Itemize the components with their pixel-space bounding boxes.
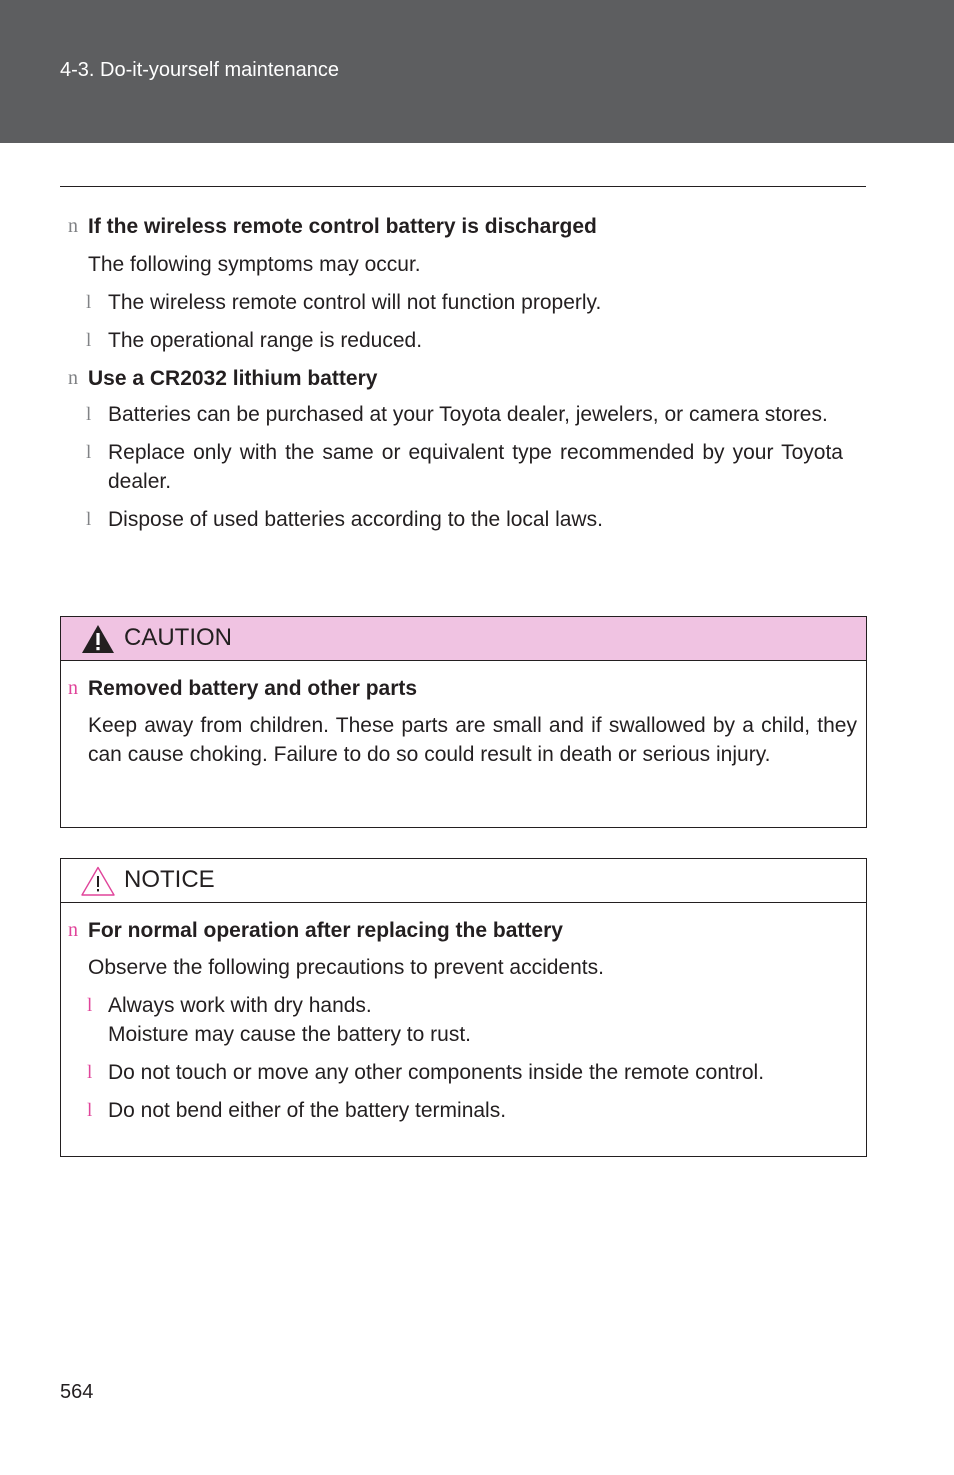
- list-item-text: Replace only with the same or equivalent type recommended by your Toyota dealer.: [108, 441, 843, 493]
- notice-header: [61, 859, 866, 903]
- list-item-text: The wireless remote control will not function properly.: [108, 291, 602, 314]
- list-bullet-icon: l: [86, 442, 92, 463]
- header-rule: [60, 186, 866, 187]
- notice-intro: Observe the following precautions to prevent accidents.: [88, 956, 604, 979]
- list-item-text: Dispose of used batteries according to the local laws.: [108, 508, 603, 531]
- notice-label: NOTICE: [124, 866, 215, 893]
- caution-heading: [61, 674, 857, 705]
- list-item: [60, 438, 843, 496]
- list-bullet-icon: l: [87, 1062, 93, 1083]
- section-heading: [60, 364, 843, 395]
- list-bullet-icon: l: [87, 995, 93, 1016]
- list-item: [60, 505, 843, 534]
- list-item-text: Batteries can be purchased at your Toyota dealer, jewelers, or camera stores.: [108, 403, 828, 426]
- list-item: [60, 326, 843, 355]
- notice-box: [60, 858, 867, 1157]
- main-content: [60, 212, 843, 534]
- list-item: [60, 400, 843, 429]
- heading-bullet-icon: n: [68, 215, 78, 237]
- heading-text: Use a CR2032 lithium battery: [88, 367, 378, 390]
- notice-body: [61, 903, 866, 1125]
- heading-bullet-icon: n: [68, 919, 78, 941]
- list-item-text: Do not bend either of the battery terminals.: [108, 1099, 507, 1122]
- list-bullet-icon: l: [86, 330, 92, 351]
- list-bullet-icon: l: [86, 509, 92, 530]
- caution-text: Keep away from children. These parts are small and if swallowed by a child, they can cause choking. Failure to do so could result in death or serious injury.: [88, 714, 857, 766]
- list-bullet-icon: l: [86, 404, 92, 425]
- warning-triangle-icon: [80, 623, 116, 655]
- caution-header: [61, 617, 866, 661]
- list-item-text: Always work with dry hands.: [108, 994, 372, 1017]
- list-item: [60, 288, 843, 317]
- heading-bullet-icon: n: [68, 367, 78, 389]
- notice-heading: [61, 916, 857, 947]
- page-number: 564: [60, 1381, 94, 1403]
- heading-text: For normal operation after replacing the battery: [88, 919, 563, 942]
- heading-text: If the wireless remote control battery is discharged: [88, 215, 597, 238]
- warning-triangle-outline-icon: [80, 865, 116, 897]
- list-item: [61, 1058, 857, 1087]
- list-item: [61, 1096, 857, 1125]
- list-bullet-icon: l: [86, 292, 92, 313]
- list-item-subtext: Moisture may cause the battery to rust.: [108, 1023, 471, 1046]
- list-item-text: Do not touch or move any other components inside the remote control.: [108, 1061, 765, 1084]
- caution-box: [60, 616, 867, 828]
- heading-text: Removed battery and other parts: [88, 677, 418, 700]
- section-heading: [60, 212, 843, 243]
- section-title: 4-3. Do-it-yourself maintenance: [60, 59, 340, 81]
- page-header: [0, 0, 954, 143]
- caution-body: [61, 661, 866, 769]
- list-item-text: The operational range is reduced.: [108, 329, 423, 352]
- heading-bullet-icon: n: [68, 677, 78, 699]
- caution-label: CAUTION: [124, 624, 232, 651]
- list-item: [61, 991, 857, 1049]
- list-bullet-icon: l: [87, 1100, 93, 1121]
- section-intro: The following symptoms may occur.: [88, 253, 421, 276]
